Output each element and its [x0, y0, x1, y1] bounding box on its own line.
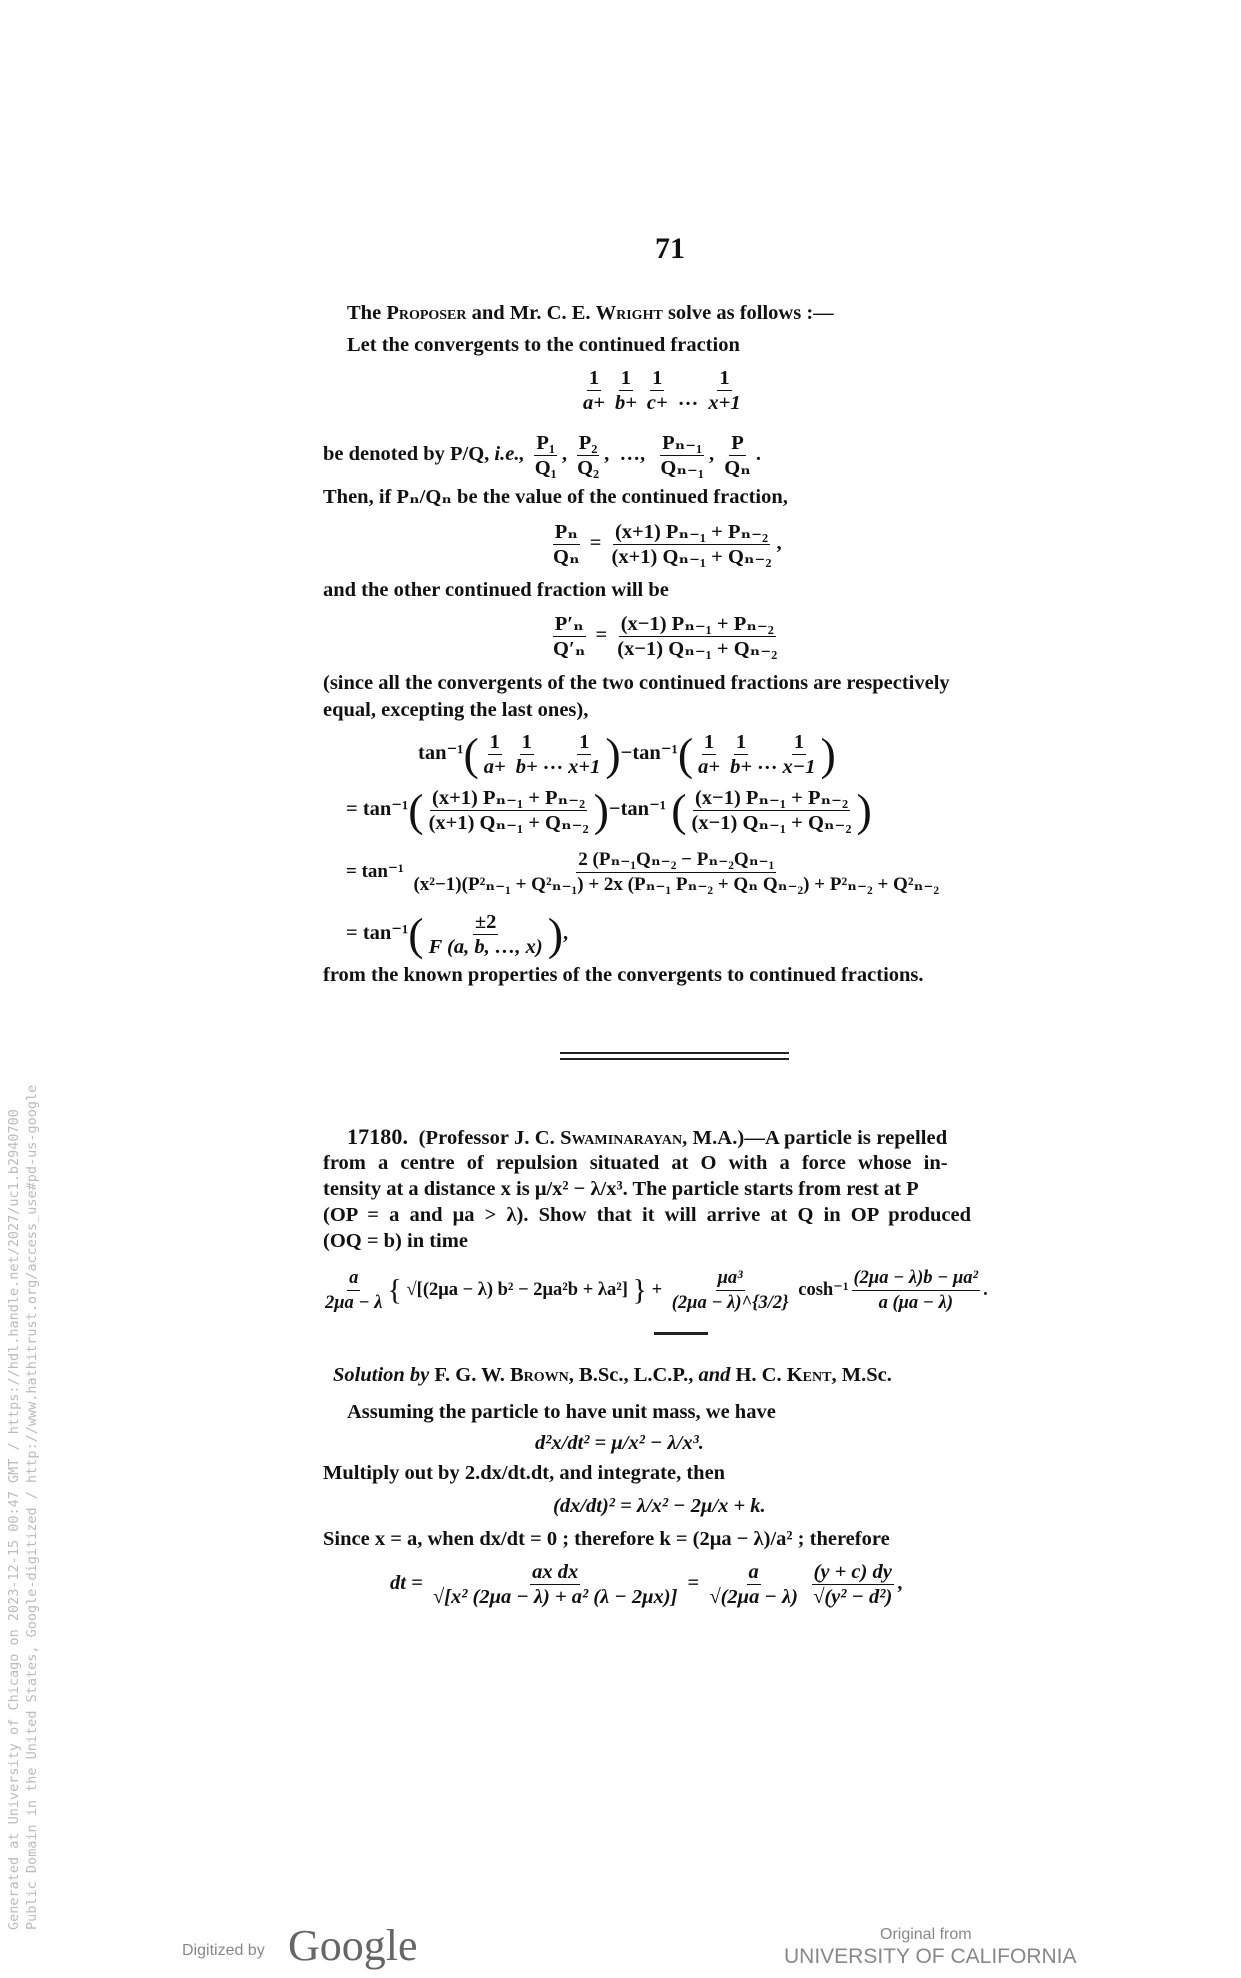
paren: ) [856, 784, 872, 836]
problem-line: from a centre of repulsion situated at O with a force whose in- [323, 1152, 948, 1174]
text: The [347, 302, 387, 324]
original-from-label: Original from [880, 1926, 972, 1943]
frac-num: P₂ [578, 431, 598, 454]
equation-6 [346, 910, 568, 959]
text: (Professor J. C. [418, 1127, 561, 1149]
ellipsis: … [677, 388, 699, 411]
period: . [983, 1279, 988, 1300]
frac-num: Pₙ₋₁ [662, 431, 703, 454]
cf-den: x+1 [708, 392, 741, 414]
paragraph-line: equal, excepting the last ones), [323, 699, 589, 721]
frac-den: Qₙ [724, 456, 751, 479]
paren: ( [677, 728, 694, 780]
frac-den: a (μa − λ) [878, 1293, 953, 1313]
sep: , [604, 443, 610, 465]
paren: ( [408, 908, 424, 960]
text: Solution by [333, 1364, 430, 1386]
arctan: tan⁻¹ [632, 742, 678, 765]
frac-den: x−1 [782, 756, 816, 778]
frac-num: (x−1) Pₙ₋₁ + Pₙ₋₂ [620, 613, 774, 635]
equals: = [595, 624, 608, 647]
frac-num: 1 [521, 731, 532, 753]
frac-num: P₁ [536, 431, 556, 454]
paragraph-line: (since all the convergents of the two continued fractions are respectively [323, 672, 950, 694]
frac-den: √(y² − d²) [813, 1586, 893, 1608]
frac-den: Q₁ [534, 456, 557, 479]
equals: = [346, 922, 358, 945]
solution-heading [333, 1362, 892, 1388]
intro-line [347, 300, 834, 326]
section-divider [560, 1058, 789, 1060]
frac-num: Pₙ [554, 521, 578, 543]
frac-den: (x²−1)(P²ₙ₋₁ + Q²ₙ₋₁) + 2x (Pₙ₋₁ Pₙ₋₂ + Qₙ Qₙ₋₂) + P²ₙ₋₂ + Q²ₙ₋₂ [413, 874, 940, 895]
continued-fraction [578, 366, 746, 415]
problem-line: (OP = a and μa > λ). Show that it will arrive at Q in OP produced [323, 1204, 972, 1226]
frac-den: a+ [483, 756, 506, 778]
arccosh: cosh⁻¹ [798, 1279, 849, 1300]
frac-num: 1 [489, 731, 500, 753]
equals: = [346, 860, 357, 882]
frac-den: (x+1) Qₙ₋₁ + Qₙ₋₂ [428, 812, 589, 834]
ie: i.e., [494, 443, 525, 465]
paren: ( [408, 784, 424, 836]
solver-name: Brown [509, 1364, 569, 1386]
cf-num: 1 [652, 367, 663, 389]
minus: − [608, 798, 621, 821]
frac-den: (x−1) Qₙ₋₁ + Qₙ₋₂ [691, 812, 852, 834]
frac-den: b+ [515, 756, 538, 778]
text: solve as follows :— [662, 302, 834, 324]
cf-den: a+ [583, 392, 605, 414]
problem-formula [320, 1266, 988, 1315]
frac-den: a+ [698, 756, 721, 778]
text: , B.Sc., L.C.P., [568, 1364, 699, 1386]
solution-equation-dt [390, 1560, 902, 1609]
minus: − [620, 742, 633, 765]
wright-name: Wright [595, 302, 663, 324]
frac-den: 2μa − λ [325, 1293, 383, 1313]
plus: + [651, 1279, 663, 1300]
cf-num: 1 [588, 367, 600, 389]
frac-den: √[x² (2μa − λ) + a² (λ − 2μx)] [432, 1586, 678, 1608]
frac-den: (x−1) Qₙ₋₁ + Qₙ₋₂ [617, 638, 778, 660]
cf-den: b+ [614, 392, 637, 414]
ellipsis: … [757, 752, 778, 775]
equals: = [346, 798, 358, 821]
problem-line: (OQ = b) in time [323, 1230, 468, 1252]
solver-name: Kent [786, 1364, 832, 1386]
paren: ) [605, 728, 621, 780]
digitized-by-label: Digitized by [182, 1942, 265, 1959]
text: be denoted by P/Q, [323, 443, 495, 465]
arctan: tan⁻¹ [620, 798, 667, 821]
frac-num: (2μa − λ)b − μa² [852, 1266, 981, 1291]
frac-num: P [731, 431, 744, 454]
frac-den: (x+1) Qₙ₋₁ + Qₙ₋₂ [611, 546, 772, 568]
solution-equation: d²x/dt² = μ/x² − λ/x³. [535, 1432, 704, 1454]
frac-den: Q₂ [577, 456, 600, 479]
problem-line: tensity at a distance x is μ/x² − λ/x³. The particle starts from rest at P [323, 1178, 919, 1200]
author-name: Swaminarayan [560, 1127, 683, 1149]
frac-den: Q′ₙ [553, 638, 586, 660]
arctan: tan⁻¹ [362, 922, 409, 945]
problem-line [347, 1124, 947, 1151]
arctan: tan⁻¹ [418, 742, 464, 765]
text: , M.A.)—A particle is repelled [682, 1127, 948, 1149]
paren: ) [593, 784, 609, 836]
frac-den: (2μa − λ)^{3/2} [671, 1293, 789, 1313]
comma: , [897, 1572, 903, 1595]
cf-num: 1 [719, 367, 730, 389]
comma: , [563, 922, 569, 945]
equation-2 [548, 612, 782, 661]
proposer-name: Proposer [386, 302, 467, 324]
sep: , [708, 443, 715, 465]
equation-3 [418, 730, 836, 779]
paragraph-line: Then, if Pₙ/Qₙ be the value of the continued fraction, [323, 486, 788, 508]
brace: { [387, 1273, 402, 1307]
text: and [698, 1364, 731, 1386]
frac-num: a [748, 1561, 759, 1583]
denoted-line [323, 430, 761, 480]
paren: ( [463, 728, 479, 780]
paren: ) [820, 728, 836, 780]
ellipsis: …, [619, 443, 646, 465]
equals: = [589, 532, 602, 555]
equation-1 [548, 520, 782, 569]
frac-den: b+ [730, 756, 753, 778]
frac-num: 1 [703, 731, 715, 753]
frac-num: (x+1) Pₙ₋₁ + Pₙ₋₂ [432, 787, 586, 809]
frac-num: 1 [579, 731, 590, 753]
frac-num: (x−1) Pₙ₋₁ + Pₙ₋₂ [694, 787, 849, 809]
frac-den: x+1 [568, 756, 601, 778]
solution-line: Multiply out by 2.dx/dt.dt, and integrate, then [323, 1462, 726, 1484]
text: F. G. W. [429, 1364, 510, 1386]
arctan: tan⁻¹ [361, 860, 404, 882]
frac-num: ax dx [532, 1561, 579, 1583]
paragraph-line: Let the convergents to the continued fraction [347, 334, 740, 356]
frac-num: μa³ [716, 1266, 745, 1291]
paragraph-line: from the known properties of the convergents to continued fractions. [323, 964, 924, 986]
frac-num: a [347, 1266, 360, 1291]
university-label: UNIVERSITY OF CALIFORNIA [784, 1945, 1077, 1968]
equals: = [687, 1572, 700, 1595]
watermark-line: Public Domain in the United States, Google-digitized / http://www.hathitrust.org/access_use#pd-us-google [24, 1084, 40, 1930]
problem-number: 17180. [347, 1124, 409, 1149]
frac-num: 1 [735, 731, 747, 753]
section-divider [560, 1052, 789, 1054]
watermark-line: Generated at University of Chicago on 2023-12-15 00:47 GMT / https://hdl.handle.net/2027/uc1.b2940700 [6, 1109, 22, 1930]
brace: } [632, 1273, 647, 1307]
paragraph-line: and the other continued fraction will be [323, 579, 669, 601]
frac-num: 2 (Pₙ₋₁Qₙ₋₂ − Pₙ₋₂Qₙ₋₁ [576, 848, 776, 873]
frac-num: (x+1) Pₙ₋₁ + Pₙ₋₂ [614, 521, 769, 543]
frac-den: F (a, b, …, x) [428, 936, 543, 958]
solution-line: Since x = a, when dx/dt = 0 ; therefore k = (2μa − λ)/a² ; therefore [323, 1528, 890, 1550]
paren: ( [671, 784, 687, 836]
sep: . [755, 443, 761, 465]
cf-num: 1 [620, 367, 632, 389]
arctan: tan⁻¹ [362, 798, 409, 821]
frac-den: Qₙ₋₁ [660, 456, 704, 479]
frac-num: 1 [793, 731, 805, 753]
text: and Mr. C. E. [466, 302, 596, 324]
sqrt-term: √[(2μa − λ) b² − 2μa²b + λa²] [406, 1279, 628, 1300]
equation-5 [346, 848, 944, 897]
text: H. C. [730, 1364, 787, 1386]
solution-equation: (dx/dt)² = λ/x² − 2μ/x + k. [553, 1495, 766, 1517]
frac-num: (y + c) dy [813, 1561, 892, 1583]
solution-line: Assuming the particle to have unit mass, we have [347, 1401, 776, 1423]
sep: , [561, 443, 567, 465]
page-number: 71 [655, 232, 685, 265]
cf-den: c+ [646, 392, 668, 414]
text: , M.Sc. [831, 1364, 892, 1386]
lhs: dt = [390, 1572, 423, 1595]
paren: ) [547, 908, 564, 960]
ellipsis: … [542, 752, 564, 775]
comma: , [776, 532, 782, 555]
frac-num: ±2 [474, 911, 497, 933]
frac-den: Qₙ [553, 546, 580, 568]
frac-den: √(2μa − λ) [709, 1586, 798, 1608]
equation-4 [346, 786, 872, 835]
short-divider [654, 1332, 708, 1335]
frac-num: P′ₙ [554, 613, 584, 635]
google-logo: Google [288, 1921, 418, 1970]
